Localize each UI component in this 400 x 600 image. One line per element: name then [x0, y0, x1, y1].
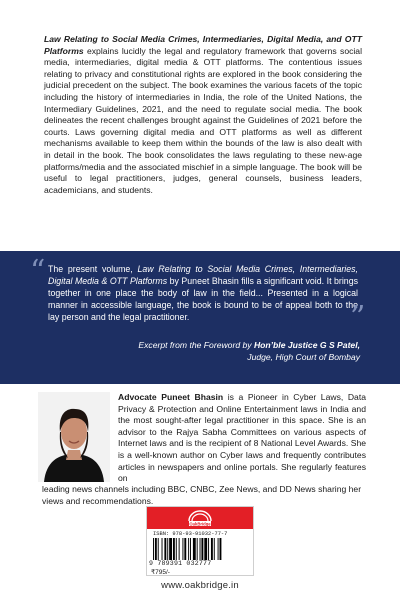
book-title-inline: Law Relating to Social Media Crimes, Intermediaries, Digital Media, and OTT Platforms: [44, 34, 362, 56]
author-bio-part1: is a Pioneer in Cyber Laws, Data Privacy & Protection and Online Entertainment laws in India and the most sought-after legal practitioner in this space. She is an advisor to the Rajya Sabha Committees on various aspects of Internet laws and is the recipient of 8 National Level Awards. She is a well-known author on Cyber laws and frequently contributes articles in newspapers and online portals. She regularly features on: [118, 392, 366, 484]
author-photo: [38, 392, 110, 482]
price: ₹795/-: [151, 569, 170, 576]
judge-name: Hon’ble Justice G S Patel,: [253, 340, 360, 350]
isbn-digits: 9 789391 032777: [149, 560, 212, 567]
foreword-quote-text: [48, 263, 358, 323]
open-quote-icon: “: [30, 254, 46, 289]
barcode-bars: [153, 538, 247, 560]
quote-book-title: Law Relating to Social Media Crimes, Intermediaries, Digital Media & OTT Platforms: [48, 264, 358, 286]
author-bio-continued: leading news channels including BBC, CNBC, Zee News, and DD News sharing her views and recommendations.: [42, 484, 362, 506]
close-quote-icon: ”: [350, 300, 366, 335]
oakbridge-logo-icon: [186, 509, 214, 527]
barcode-panel: [146, 506, 254, 576]
quote-attribution: [40, 339, 360, 363]
publisher-banner: [147, 507, 253, 529]
description-body: explains lucidly the legal and regulatory framework that governs social media, intermediaries, digital media & OTT platforms. The contentious issues relating to privacy and constitutional rights are explored in the book considering the judicial precedent on the subject. The book examines the various facets of the topic including the history of intermediaries in India, the role of the United Nations, the Intermediary Guidelines, 2021, and the need to regulate social media. The book delineates the recent challenges brought against the Guidelines of 2021 before the courts. Laws governing digital media and OTT platforms as well as different mechanisms available to keep them within the bounds of the law is also dealt with in detail in the book. The book consolidates the laws regulating to these new-age platforms/media and the associated mischief in a simple language. The book will be useful to legal practitioners, judges, general counsels, business leaders, academicians, and students.: [44, 45, 362, 195]
author-bio: [118, 392, 366, 485]
publisher-website: www.oakbridge.in: [161, 580, 239, 591]
excerpt-prefix: Excerpt from the Foreword by: [138, 340, 254, 350]
quote-rest: by Puneet Bhasin fills a significant void. It brings together in one place the body of law in the field... Presented in a logical manner in accessible language, the book is bound to be of appeal both to the lay person and the legal practitioner.: [48, 276, 358, 322]
foreword-quote-band: [0, 251, 400, 384]
author-name: Advocate Puneet Bhasin: [118, 392, 224, 402]
court-name: Judge, High Court of Bombay: [247, 352, 360, 362]
publisher-name: OakBridge: [189, 521, 211, 527]
book-description: [44, 34, 362, 196]
isbn-label: ISBN: 978-93-91032-77-7: [153, 531, 228, 537]
quote-lead: The present volume,: [48, 264, 138, 274]
